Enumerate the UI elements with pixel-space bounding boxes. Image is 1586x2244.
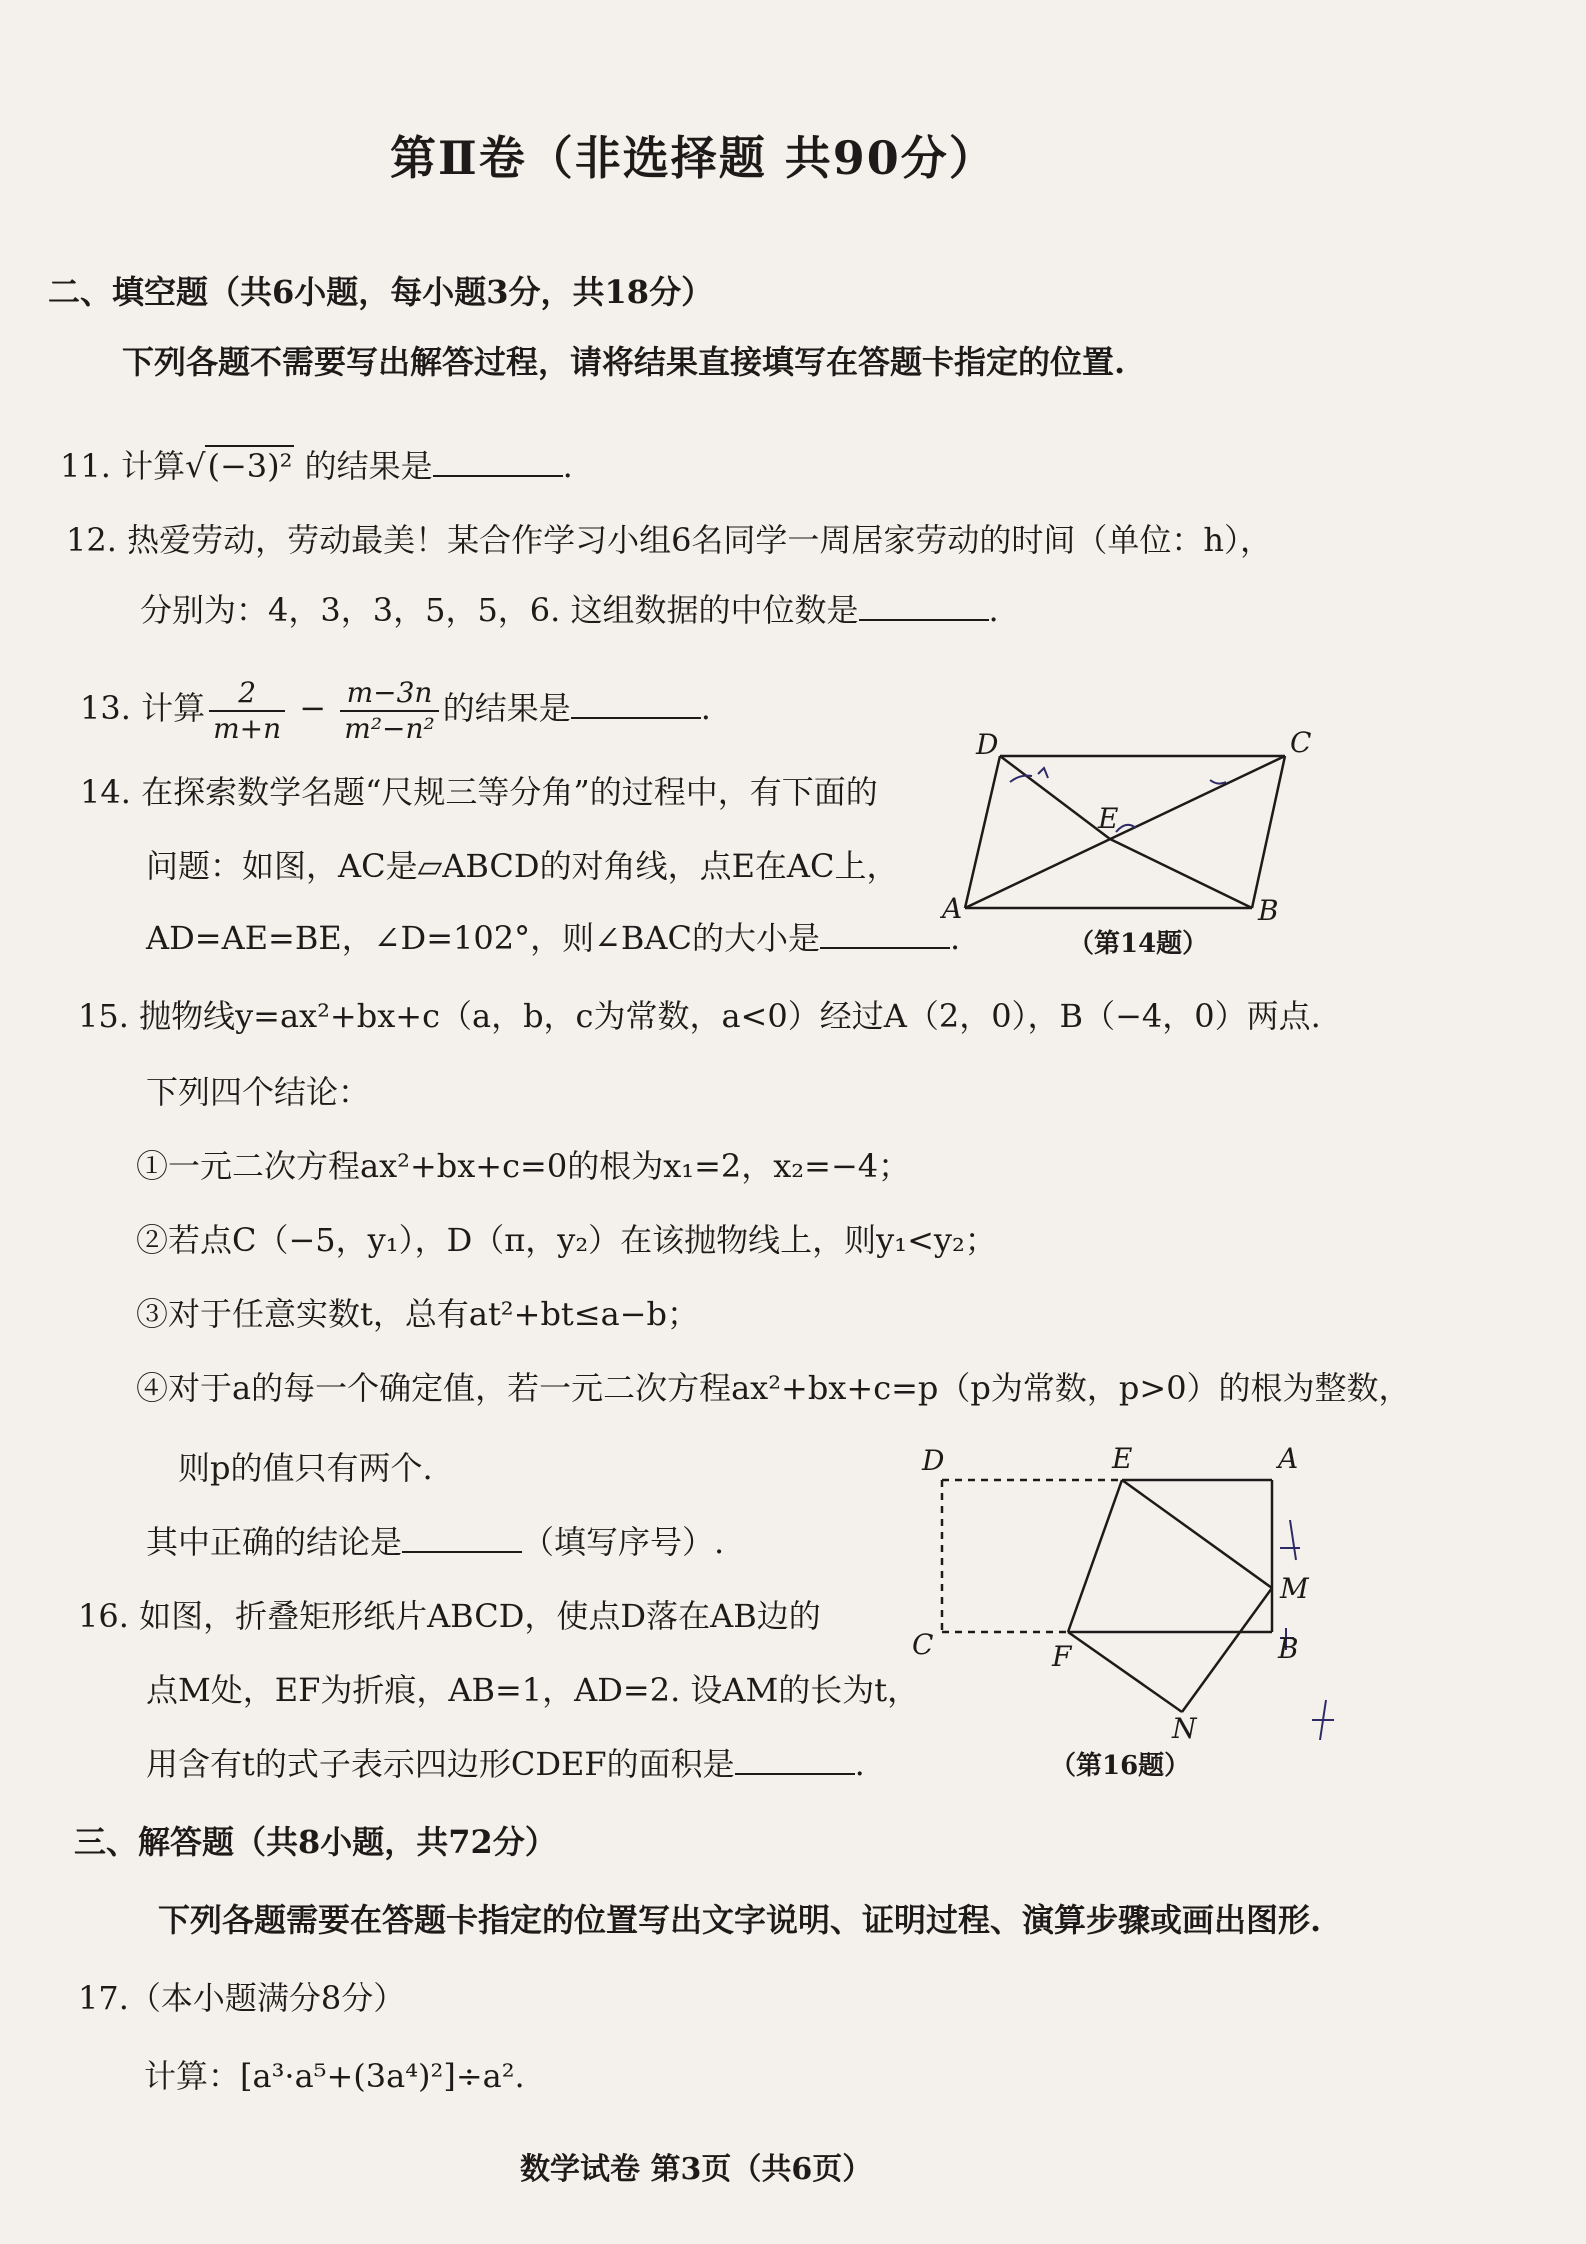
q14-number: 14. (80, 773, 131, 811)
q13-frac1-numerator: 2 (209, 676, 285, 712)
q13-fraction-1 (209, 676, 285, 746)
q12-answer-blank (859, 591, 989, 621)
q17-head: （本小题满分8分） (128, 1979, 406, 2017)
q13-end: . (700, 689, 711, 727)
q12-line1 (66, 520, 1272, 560)
q14-line3 (146, 918, 960, 958)
q13-frac2-denominator: m²−n² (344, 711, 435, 745)
q15-line1 (78, 996, 1321, 1036)
q17-heading (78, 1978, 405, 2018)
segment-da (965, 756, 1000, 908)
q14-line2: 问题：如图，AC是▱ABCD的对角线，点E在AC上， (146, 847, 899, 885)
question-11 (60, 446, 573, 486)
section3-heading: 三、解答题（共8小题，共72分） (74, 1823, 557, 1861)
q15-conclusion-1: ①一元二次方程ax²+bx+c=0的根为x₁=2，x₂=−4； (136, 1147, 911, 1185)
label-b: B (1258, 894, 1279, 927)
q13-frac2-numerator: m−3n (340, 676, 439, 712)
q13-post: 的结果是 (442, 689, 571, 727)
label-e: E (1112, 1442, 1133, 1475)
label-f: F (1052, 1640, 1072, 1673)
segment-mn (1182, 1588, 1272, 1712)
q16-figure (900, 1420, 1340, 1740)
q11-radicand: (−3)² (207, 447, 293, 485)
label-m: M (1280, 1572, 1309, 1605)
sqrt-sign: √ (185, 447, 206, 485)
fold-ef (1068, 1480, 1122, 1632)
q16-end: . (854, 1745, 865, 1783)
q15-conclusion-3: ③对于任意实数t，总有at²+bt≤a−b； (136, 1295, 699, 1333)
q16-line1 (78, 1596, 821, 1636)
q14-line1 (80, 772, 878, 812)
pencil-annotation (1280, 1520, 1334, 1740)
q17-body: 计算：[a³·a⁵+(3a⁴)²]÷a². (144, 2057, 525, 2095)
q16-line3 (146, 1744, 865, 1784)
q11-pre: 计算 (121, 447, 186, 485)
q11-post: 的结果是 (304, 447, 433, 485)
q16-line2: 点M处，EF为折痕，AB=1，AD=2. 设AM的长为t， (146, 1671, 920, 1709)
q11-end: . (562, 447, 573, 485)
question-13 (80, 668, 711, 748)
section2-instruction: 下列各题不需要写出解答过程，请将结果直接填写在答题卡指定的位置. (122, 343, 1126, 381)
q15-answer-line (146, 1522, 724, 1562)
q16-caption: （第16题） (1050, 1751, 1191, 1781)
q13-frac1-denominator: m+n (213, 711, 282, 745)
q15-conclusion-2: ②若点C（−5，y₁），D（π，y₂）在该抛物线上，则y₁<y₂； (136, 1221, 997, 1259)
q12-text1: 热爱劳动，劳动最美！某合作学习小组6名同学一周居家劳动的时间（单位：h）， (127, 521, 1273, 559)
section3-instruction: 下列各题需要在答题卡指定的位置写出文字说明、证明过程、演算步骤或画出图形. (158, 1901, 1322, 1939)
label-d: D (922, 1444, 945, 1477)
page-footer: 数学试卷 第3页（共6页） (520, 2152, 873, 2187)
q15-line2: 下列四个结论： (146, 1073, 371, 1111)
q13-number: 13. (80, 689, 131, 727)
q16-number: 16. (78, 1597, 129, 1635)
q15-number: 15. (78, 997, 129, 1035)
q15-text1: 抛物线y=ax²+bx+c（a，b，c为常数，a<0）经过A（2，0），B（−4，0）两点. (139, 997, 1321, 1035)
label-a: A (942, 892, 963, 925)
q14-text3: AD=AE=BE，∠D=102°，则∠BAC的大小是 (146, 919, 821, 957)
q15-answer-post: （填写序号）. (522, 1523, 725, 1561)
page-title: 第Ⅱ卷（非选择题 共90分） (390, 131, 997, 185)
label-c: C (1290, 726, 1312, 759)
label-e: E (1098, 802, 1119, 835)
q14-answer-blank (820, 919, 950, 949)
q13-minus: − (299, 689, 327, 727)
q16-answer-blank (735, 1745, 855, 1775)
segment-de (1000, 756, 1110, 839)
label-b: B (1278, 1632, 1299, 1665)
label-c: C (912, 1628, 934, 1661)
q12-line2 (140, 590, 999, 630)
q13-pre: 计算 (141, 689, 206, 727)
q15-conclusion-4b: 则p的值只有两个. (178, 1449, 433, 1487)
q13-fraction-2 (340, 676, 439, 746)
q14-caption: （第14题） (1068, 929, 1209, 959)
q15-answer-blank (402, 1523, 522, 1553)
q12-text2: 分别为：4，3，3，5，5，6. 这组数据的中位数是 (140, 591, 859, 629)
q12-number: 12. (66, 521, 117, 559)
q14-end: . (950, 919, 961, 957)
q11-answer-blank (433, 447, 563, 477)
label-d: D (976, 728, 999, 761)
q17-number: 17. (78, 1979, 129, 2017)
q14-text1: 在探索数学名题“尺规三等分角”的过程中，有下面的 (141, 773, 878, 811)
q15-conclusion-4a: ④对于a的每一个确定值，若一元二次方程ax²+bx+c=p（p为常数，p>0）的根为整数， (136, 1369, 1411, 1407)
q16-text3: 用含有t的式子表示四边形CDEF的面积是 (146, 1745, 735, 1783)
segment-cb (1252, 756, 1285, 908)
q14-figure (940, 720, 1320, 940)
segment-be (1110, 839, 1252, 908)
q16-text1: 如图，折叠矩形纸片ABCD，使点D落在AB边的 (139, 1597, 821, 1635)
label-n: N (1172, 1712, 1197, 1740)
q15-answer-pre: 其中正确的结论是 (146, 1523, 403, 1561)
q12-end: . (988, 591, 999, 629)
q11-number: 11. (60, 447, 111, 485)
segment-em (1122, 1480, 1272, 1588)
section2-heading: 二、填空题（共6小题，每小题3分，共18分） (48, 273, 714, 311)
q13-answer-blank (571, 689, 701, 719)
label-a: A (1278, 1442, 1299, 1475)
segment-fn (1068, 1632, 1182, 1712)
